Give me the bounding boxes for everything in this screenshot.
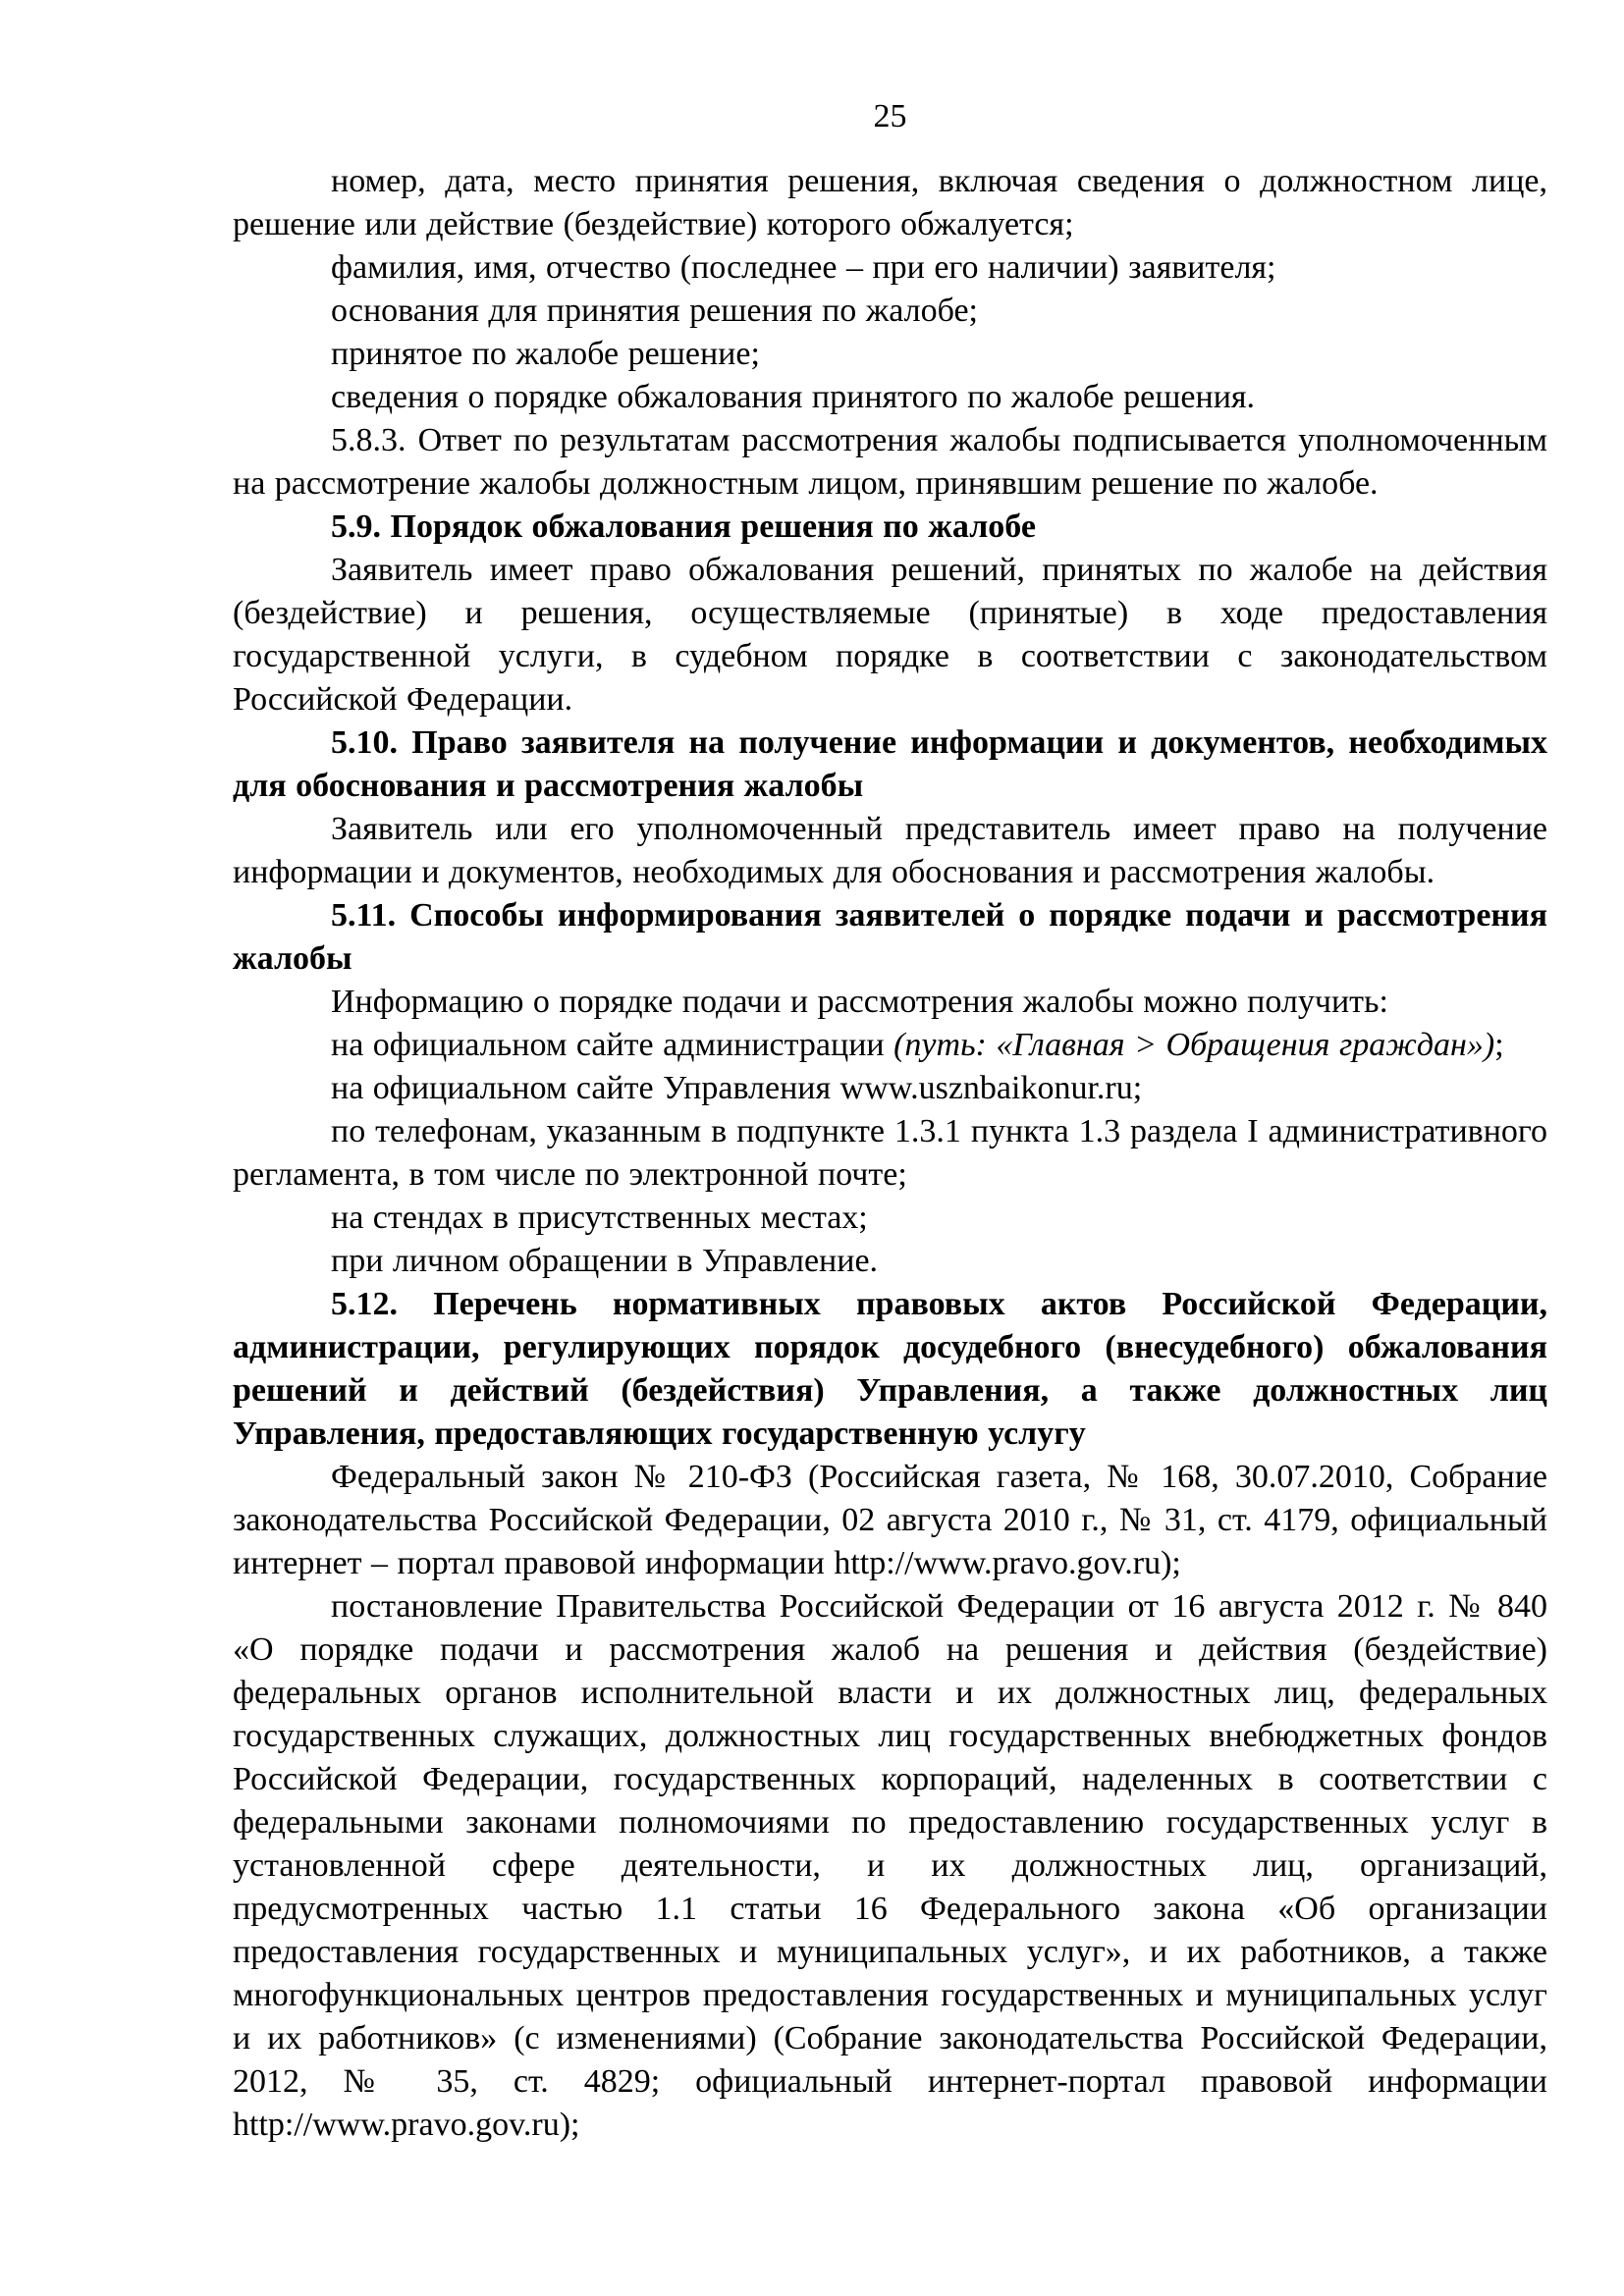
text-run: 5.8.3. Ответ по результатам рассмотрения жалобы подписывается уполномоченным на рассмотрение жалобы должностным лицом, принявшим решение по жалобе. (233, 422, 1547, 502)
paragraph (233, 981, 1547, 1024)
page-number: 25 (873, 98, 907, 134)
paragraph (233, 419, 1547, 506)
paragraph (233, 1110, 1547, 1197)
paragraph (233, 1067, 1547, 1110)
text-run: фамилия, имя, отчество (последнее – при его наличии) заявителя; (331, 249, 1276, 286)
paragraph (233, 376, 1547, 419)
text-run: 5.9. Порядок обжалования решения по жалобе (331, 508, 1036, 545)
text-run: при личном обращении в Управление. (331, 1243, 879, 1279)
section-heading (233, 1283, 1547, 1456)
section-heading (233, 506, 1547, 549)
paragraph (233, 1197, 1547, 1240)
paragraph (233, 1456, 1547, 1585)
text-run: Заявитель имеет право обжалования решений, принятых по жалобе на действия (бездействие) и решения, осуществляемые (принятые) в ходе предоставления государственной услуги, в судебном порядке в соответствии с законодательством Российской Федерации. (233, 552, 1547, 718)
paragraph (233, 290, 1547, 333)
paragraph (233, 549, 1547, 721)
text-run: сведения о порядке обжалования принятого по жалобе решения. (331, 379, 1256, 415)
section-heading (233, 894, 1547, 981)
section-heading (233, 721, 1547, 808)
text-run: 5.12. Перечень нормативных правовых актов Российской Федерации, администрации, регулирующих порядок досудебного (внесудебного) обжалования решений и действий (бездействия) Управления, а также должностных лиц Управления, предоставляющих государственную услугу (233, 1286, 1547, 1452)
text-run: постановление Правительства Российской Федерации от 16 августа 2012 г. № 840 «О порядке подачи и рассмотрения жалоб на решения и действия (бездействие) федеральных органов исполнительной власти и их должностных лиц, федеральных государственных служащих, должностных лиц государственных внебюджетных фондов Российской Федерации, государственных корпораций, наделенных в соответствии с федеральными законами полномочиями по предоставлению государственных услуг в установленной сфере деятельности, и их должностных лиц, организаций, предусмотренных частью 1.1 статьи 16 Федерального закона «Об организации предоставления государственных и муниципальных услуг», и их работников, а также многофункциональных центров предоставления государственных и муниципальных услуг и их работников» (с изменениями) (Собрание законодательства Российской Федерации, 2012, № 35, ст. 4829; официальный интернет-портал правовой информации http://www.pravo.gov.ru); (233, 1588, 1547, 2143)
italic-text-run: (путь: «Главная > Обращения граждан») (893, 1027, 1495, 1063)
text-run: на стендах в присутственных местах; (331, 1200, 868, 1236)
paragraph (233, 333, 1547, 376)
text-run: номер, дата, место принятия решения, включая сведения о должностном лице, решение или действие (бездействие) которого обжалуется; (233, 163, 1547, 242)
text-run: по телефонам, указанным в подпункте 1.3.1 пункта 1.3 раздела I административного регламента, в том числе по электронной почте; (233, 1113, 1547, 1193)
text-run: ; (1494, 1027, 1504, 1063)
text-run: Заявитель или его уполномоченный представитель имеет право на получение информации и документов, необходимых для обоснования и рассмотрения жалобы. (233, 811, 1547, 890)
paragraph (233, 808, 1547, 894)
paragraph (233, 1585, 1547, 2147)
text-run: Федеральный закон № 210-ФЗ (Российская газета, № 168, 30.07.2010, Собрание законодательства Российской Федерации, 02 августа 2010 г., № 31, ст. 4179, официальный интернет – портал правовой информации http://www.pravo.gov.ru); (233, 1459, 1547, 1581)
paragraph (233, 246, 1547, 290)
text-run: Информацию о порядке подачи и рассмотрения жалобы можно получить: (331, 984, 1388, 1020)
text-run: на официальном сайте администрации (331, 1027, 894, 1063)
text-run: 5.10. Право заявителя на получение информации и документов, необходимых для обоснования и рассмотрения жалобы (233, 724, 1547, 804)
text-run: 5.11. Способы информирования заявителей о порядке подачи и рассмотрения жалобы (233, 897, 1547, 977)
text-run: принятое по жалобе решение; (331, 336, 760, 372)
paragraph (233, 1024, 1547, 1067)
text-run: основания для принятия решения по жалобе; (331, 293, 979, 329)
paragraph (233, 1240, 1547, 1283)
text-run: на официальном сайте Управления www.usznbaikonur.ru; (331, 1070, 1143, 1106)
paragraph (233, 160, 1547, 246)
document-body (233, 160, 1547, 2147)
